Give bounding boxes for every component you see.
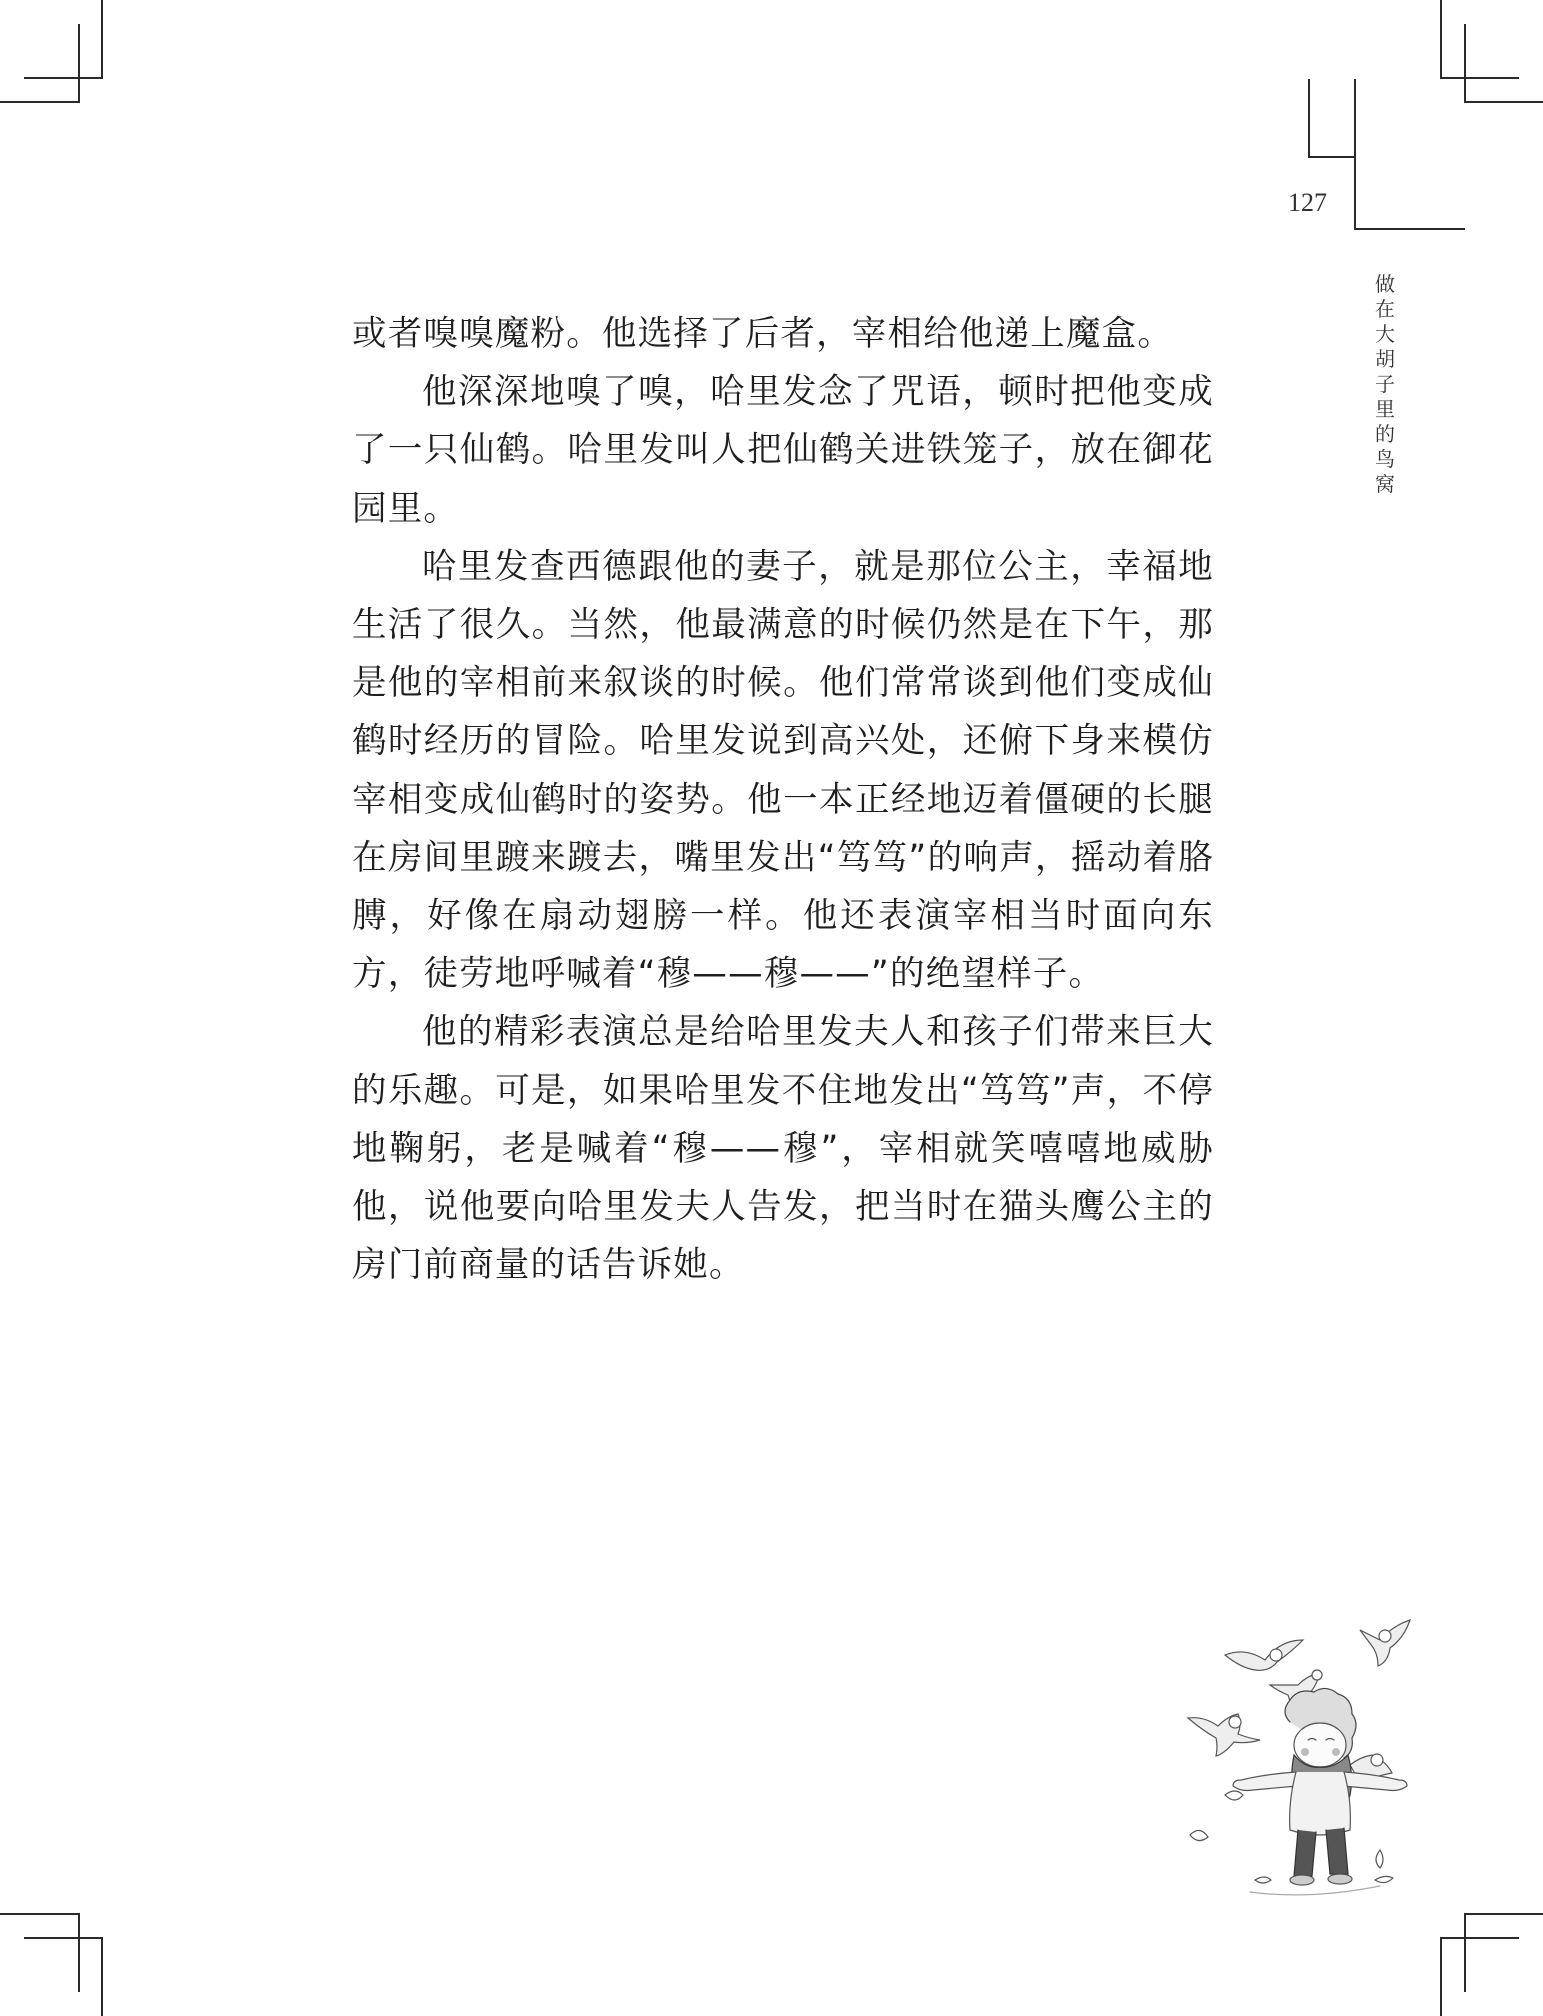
running-head-char: 大	[1375, 322, 1395, 346]
illustration-bearded-man-with-birds	[1180, 1600, 1440, 1900]
bird-icon	[1225, 1640, 1303, 1670]
running-head-char: 鸟	[1375, 447, 1395, 471]
running-head	[1368, 272, 1402, 497]
running-head-char: 里	[1375, 397, 1395, 421]
paragraph: 哈里发查西德跟他的妻子，就是那位公主，幸福地生活了很久。当然，他最满意的时候仍然是在下午，那是他的宰相前来叙谈的时候。他们常常谈到他们变成仙鹤时经历的冒险。哈里发说到高兴处，还俯下身来模仿宰相变成仙鹤时的姿势。他一本正经地迈着僵硬的长腿在房间里踱来踱去，嘴里发出“笃笃”的响声，摇动着胳膊，好像在扇动翅膀一样。他还表演宰相当时面向东方，徒劳地呼喊着“穆——穆——”的绝望样子。	[352, 546, 1214, 995]
running-head-char: 窝	[1375, 472, 1395, 496]
page-number: 127	[1288, 188, 1327, 217]
bird-icon	[1360, 1620, 1410, 1666]
paragraph: 他深深地嗅了嗅，哈里发念了咒语，顿时把他变成了一只仙鹤。哈里发叫人把仙鹤关进铁笼子，放在御花园里。	[352, 372, 1214, 529]
paragraph: 或者嗅嗅魔粉。他选择了后者，宰相给他递上魔盒。	[352, 314, 1174, 354]
running-head-char: 子	[1375, 372, 1395, 396]
body-text	[352, 305, 1214, 1294]
paragraph: 他的精彩表演总是给哈里发夫人和孩子们带来巨大的乐趣。可是，如果哈里发不住地发出“笃笃”声，不停地鞠躬，老是喊着“穆——穆”，宰相就笑嘻嘻地威胁他，说他要向哈里发夫人告发，把当时在猫头鹰公主的房门前商量的话告诉她。	[352, 1012, 1214, 1286]
running-head-char: 的	[1375, 422, 1395, 446]
bird-icon	[1188, 1714, 1260, 1756]
running-head-char: 胡	[1375, 347, 1395, 371]
running-head-char: 做	[1375, 272, 1395, 296]
running-head-char: 在	[1375, 297, 1395, 321]
